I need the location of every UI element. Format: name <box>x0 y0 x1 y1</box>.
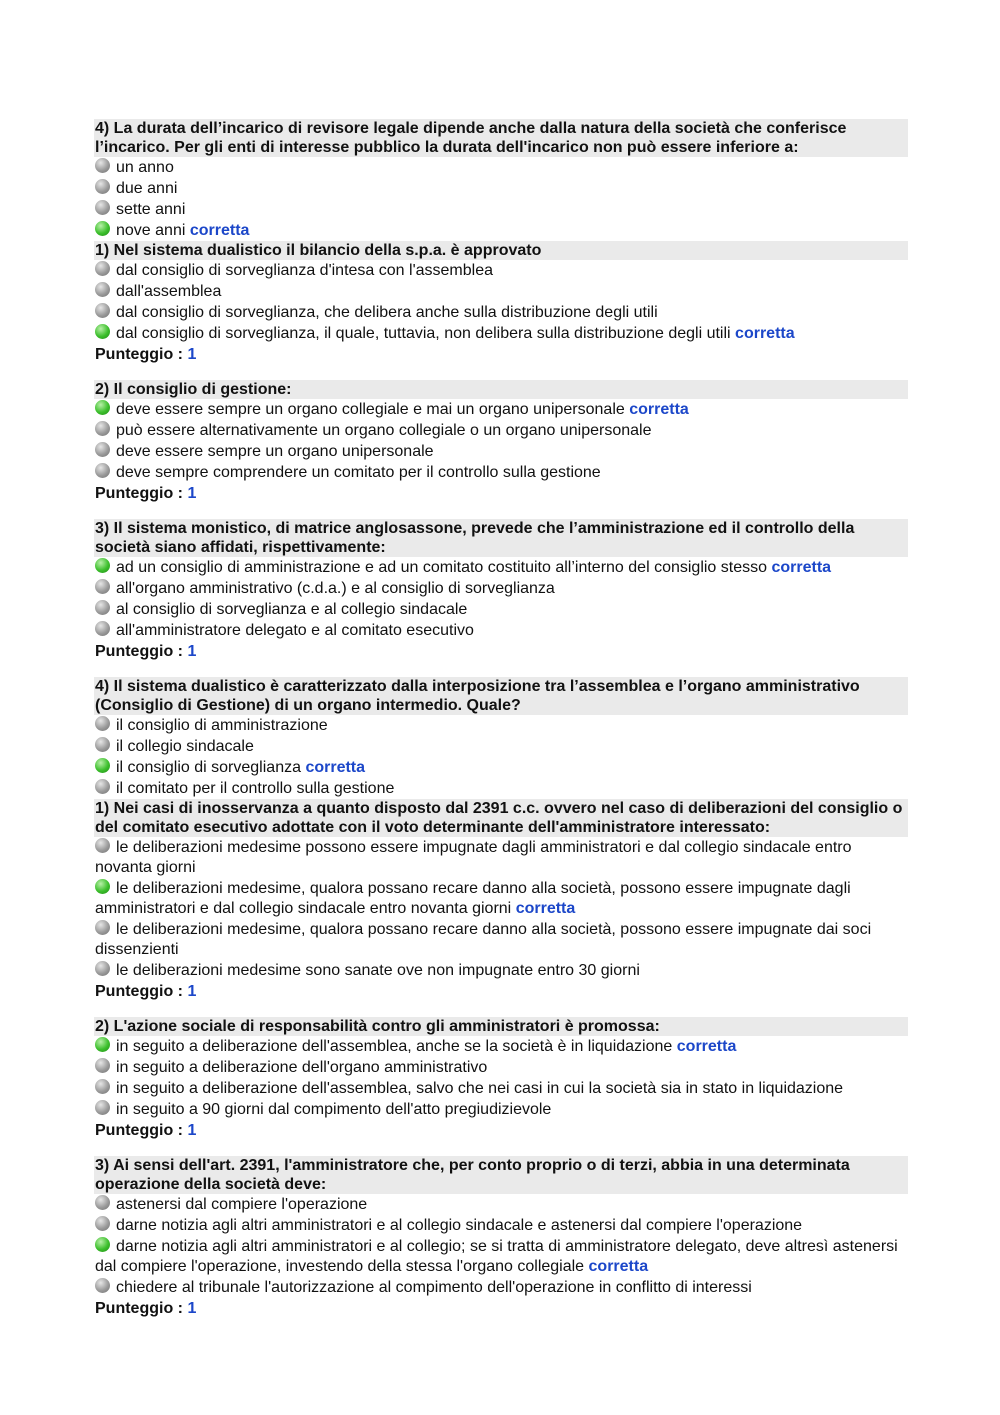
answer-option <box>94 1100 908 1120</box>
answer-text: in seguito a deliberazione dell'assemblea, anche se la società è in liquidazione <box>116 1038 673 1055</box>
correct-label: corretta <box>676 1038 737 1055</box>
gray-radio-icon <box>95 261 110 276</box>
question-text: 1) Nel sistema dualistico il bilancio della s.p.a. è approvato <box>94 241 908 260</box>
score-label: Punteggio : <box>95 1300 188 1317</box>
score-line <box>94 1299 908 1318</box>
answer-option <box>94 324 908 344</box>
answer-option <box>94 261 908 281</box>
correct-label: corretta <box>629 401 689 418</box>
answer-option <box>94 200 908 220</box>
gray-radio-icon <box>95 179 110 194</box>
answer-text: deve essere sempre un organo collegiale e mai un organo unipersonale <box>116 401 625 418</box>
gray-radio-icon <box>95 716 110 731</box>
green-radio-icon <box>95 879 110 894</box>
green-radio-icon <box>95 1037 110 1052</box>
gray-radio-icon <box>95 442 110 457</box>
question-block <box>94 241 908 364</box>
answer-text: all'amministratore delegato e al comitato esecutivo <box>116 622 474 639</box>
gray-radio-icon <box>95 961 110 976</box>
gray-radio-icon <box>95 737 110 752</box>
green-radio-icon <box>95 324 110 339</box>
correct-label: corretta <box>771 559 832 576</box>
answer-option <box>94 621 908 641</box>
gray-radio-icon <box>95 920 110 935</box>
answer-option <box>94 758 908 778</box>
answer-text: dall'assemblea <box>116 283 222 300</box>
gray-radio-icon <box>95 600 110 615</box>
answer-text: deve sempre comprendere un comitato per il controllo sulla gestione <box>116 464 601 481</box>
score-label: Punteggio : <box>95 643 188 660</box>
gray-radio-icon <box>95 158 110 173</box>
question-text: 2) L'azione sociale di responsabilità contro gli amministratori è promossa: <box>94 1017 908 1036</box>
answer-text: le deliberazioni medesime sono sanate ove non impugnate entro 30 giorni <box>116 962 640 979</box>
answer-option <box>94 1195 908 1215</box>
score-label: Punteggio : <box>95 485 188 502</box>
gray-radio-icon <box>95 579 110 594</box>
answer-text: due anni <box>116 180 178 197</box>
answer-option <box>94 1079 908 1099</box>
answer-option <box>94 158 908 178</box>
question-text: 4) Il sistema dualistico è caratterizzato dalla interposizione tra l’assemblea e l’organo amministrativo (Consiglio di Gestione) di un organo intermedio. Quale? <box>94 677 908 715</box>
gray-radio-icon <box>95 1058 110 1073</box>
answer-text: il comitato per il controllo sulla gestione <box>116 780 395 797</box>
gray-radio-icon <box>95 621 110 636</box>
answer-text: dal consiglio di sorveglianza, che delibera anche sulla distribuzione degli utili <box>116 304 658 321</box>
question-block <box>94 677 908 799</box>
answer-text: darne notizia agli altri amministratori e al collegio; se si tratta di amministratore delegato, deve altresì astenersi dal compiere l'operazione, investendo della stessa l'organo collegiale <box>95 1238 898 1275</box>
question-block <box>94 1017 908 1140</box>
gray-radio-icon <box>95 421 110 436</box>
answer-option <box>94 920 908 960</box>
answer-option <box>94 442 908 462</box>
quiz-document <box>94 119 908 1318</box>
answer-option <box>94 1278 908 1298</box>
answer-text: al consiglio di sorveglianza e al collegio sindacale <box>116 601 468 618</box>
answer-text: in seguito a deliberazione dell'assemblea, salvo che nei casi in cui la società sia in stato in liquidazione <box>116 1080 844 1097</box>
correct-label: corretta <box>189 222 250 239</box>
answer-option <box>94 303 908 323</box>
answer-option <box>94 961 908 981</box>
answer-text: in seguito a 90 giorni dal compimento dell'atto pregiudizievole <box>116 1101 552 1118</box>
correct-label: corretta <box>735 325 795 342</box>
score-label: Punteggio : <box>95 983 188 1000</box>
green-radio-icon <box>95 400 110 415</box>
gray-radio-icon <box>95 1195 110 1210</box>
question-block <box>94 519 908 661</box>
answer-text: deve essere sempre un organo unipersonale <box>116 443 434 460</box>
question-text: 2) Il consiglio di gestione: <box>94 380 908 399</box>
answer-option <box>94 221 908 241</box>
score-value: 1 <box>187 1300 197 1317</box>
answer-text: chiedere al tribunale l'autorizzazione al compimento dell'operazione in conflitto di interessi <box>116 1279 752 1296</box>
answer-text: nove anni <box>116 222 186 239</box>
answer-text: le deliberazioni medesime possono essere impugnate dagli amministratori e dal collegio sindacale entro novanta giorni <box>95 839 852 876</box>
answer-option <box>94 463 908 483</box>
question-text: 4) La durata dell’incarico di revisore legale dipende anche dalla natura della società che conferisce l’incarico. Per gli enti di interesse pubblico la durata dell'incarico non può essere inferiore a: <box>94 119 908 157</box>
question-block <box>94 380 908 503</box>
score-line <box>94 484 908 503</box>
answer-option <box>94 1237 908 1277</box>
answer-text: dal consiglio di sorveglianza d'intesa con l'assemblea <box>116 262 493 279</box>
answer-text: il consiglio di amministrazione <box>116 717 328 734</box>
question-block <box>94 799 908 1001</box>
score-line <box>94 1121 908 1140</box>
score-label: Punteggio : <box>95 346 188 363</box>
answer-option <box>94 179 908 199</box>
gray-radio-icon <box>95 1100 110 1115</box>
gray-radio-icon <box>95 779 110 794</box>
score-line <box>94 642 908 661</box>
correct-label: corretta <box>515 900 576 917</box>
answer-option <box>94 282 908 302</box>
green-radio-icon <box>95 221 110 236</box>
answer-option <box>94 737 908 757</box>
gray-radio-icon <box>95 838 110 853</box>
answer-text: un anno <box>116 159 174 176</box>
gray-radio-icon <box>95 200 110 215</box>
answer-option <box>94 400 908 420</box>
question-text: 1) Nei casi di inosservanza a quanto disposto dal 2391 c.c. ovvero nel caso di deliberazioni del consiglio o del comitato esecutivo adottate con il voto determinante dell'amministratore interessato: <box>94 799 908 837</box>
answer-text: ad un consiglio di amministrazione e ad un comitato costituito all’interno del consiglio stesso <box>116 559 768 576</box>
answer-text: il consiglio di sorveglianza <box>116 759 301 776</box>
gray-radio-icon <box>95 1216 110 1231</box>
answer-option <box>94 1058 908 1078</box>
answer-option <box>94 1037 908 1057</box>
answer-text: dal consiglio di sorveglianza, il quale, tuttavia, non delibera sulla distribuzione degli utili <box>116 325 731 342</box>
score-value: 1 <box>187 346 197 363</box>
score-value: 1 <box>187 1122 197 1139</box>
gray-radio-icon <box>95 282 110 297</box>
gray-radio-icon <box>95 1079 110 1094</box>
answer-option <box>94 579 908 599</box>
answer-text: può essere alternativamente un organo collegiale o un organo unipersonale <box>116 422 652 439</box>
answer-text: le deliberazioni medesime, qualora possano recare danno alla società, possono essere impugnate dai soci dissenzienti <box>95 921 872 958</box>
score-line <box>94 982 908 1001</box>
correct-label: corretta <box>305 759 366 776</box>
answer-option <box>94 779 908 799</box>
green-radio-icon <box>95 758 110 773</box>
answer-text: le deliberazioni medesime, qualora possano recare danno alla società, possono essere impugnate dagli amministratori e dal collegio sindacale entro novanta giorni <box>95 880 851 917</box>
green-radio-icon <box>95 1237 110 1252</box>
answer-option <box>94 838 908 878</box>
answer-option <box>94 879 908 919</box>
correct-label: corretta <box>588 1258 649 1275</box>
question-text: 3) Ai sensi dell'art. 2391, l'amministratore che, per conto proprio o di terzi, abbia in una determinata operazione della società deve: <box>94 1156 908 1194</box>
answer-text: il collegio sindacale <box>116 738 254 755</box>
answer-text: all'organo amministrativo (c.d.a.) e al consiglio di sorveglianza <box>116 580 555 597</box>
answer-text: sette anni <box>116 201 186 218</box>
answer-text: in seguito a deliberazione dell'organo amministrativo <box>116 1059 488 1076</box>
score-line <box>94 345 908 364</box>
question-text: 3) Il sistema monistico, di matrice anglosassone, prevede che l’amministrazione ed il controllo della società siano affidati, rispettivamente: <box>94 519 908 557</box>
gray-radio-icon <box>95 463 110 478</box>
score-value: 1 <box>187 643 197 660</box>
answer-text: astenersi dal compiere l'operazione <box>116 1196 368 1213</box>
answer-option <box>94 716 908 736</box>
gray-radio-icon <box>95 1278 110 1293</box>
gray-radio-icon <box>95 303 110 318</box>
score-label: Punteggio : <box>95 1122 188 1139</box>
score-value: 1 <box>187 485 197 502</box>
green-radio-icon <box>95 558 110 573</box>
answer-text: darne notizia agli altri amministratori e al collegio sindacale e astenersi dal compiere l'operazione <box>116 1217 803 1234</box>
answer-option <box>94 558 908 578</box>
score-value: 1 <box>187 983 197 1000</box>
question-block <box>94 119 908 241</box>
answer-option <box>94 1216 908 1236</box>
answer-option <box>94 600 908 620</box>
answer-option <box>94 421 908 441</box>
question-block <box>94 1156 908 1318</box>
